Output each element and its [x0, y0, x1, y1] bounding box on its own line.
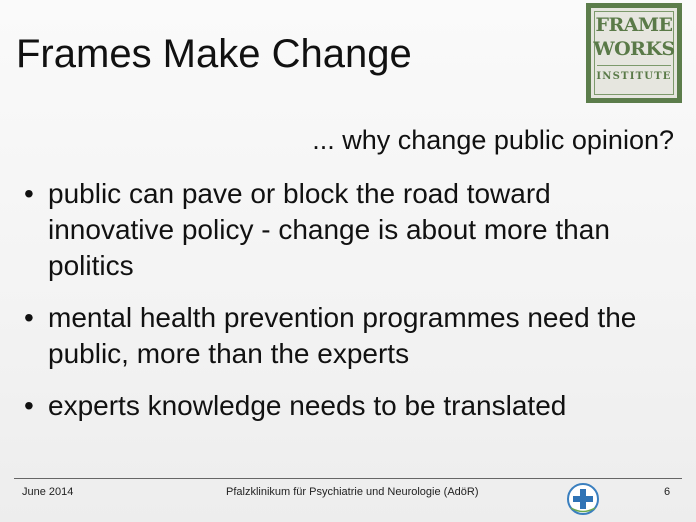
logo-line-3: INSTITUTE — [596, 71, 672, 82]
bullet-list — [24, 176, 684, 440]
logo-divider — [597, 65, 671, 66]
bullet-dot-icon: • — [24, 390, 34, 421]
logo-line-1: FRAME — [595, 14, 673, 36]
bullet-dot-icon: • — [24, 302, 34, 333]
footer-date: June 2014 — [22, 486, 74, 498]
page-number: 6 — [664, 486, 671, 498]
slide-title: Frames Make Change — [16, 32, 412, 76]
bullet-item — [24, 176, 684, 284]
bullet-item — [24, 300, 684, 372]
bullet-text: experts knowledge needs to be translated — [48, 390, 567, 421]
frameworks-institute-logo — [586, 3, 682, 103]
bullet-text: public can pave or block the road toward innovative policy - change is about more than politics — [48, 178, 610, 281]
bullet-dot-icon: • — [24, 178, 34, 209]
bullet-item — [24, 388, 684, 424]
slide-subtitle: ... why change public opinion? — [312, 125, 674, 155]
medical-cross-emblem-icon — [566, 482, 600, 516]
bullet-text: mental health prevention programmes need the public, more than the experts — [48, 302, 637, 369]
logo-line-2: WORKS — [593, 38, 675, 60]
footer-institution: Pfalzklinikum für Psychiatrie und Neurologie (AdöR) — [226, 486, 479, 498]
footer-divider — [14, 478, 682, 479]
